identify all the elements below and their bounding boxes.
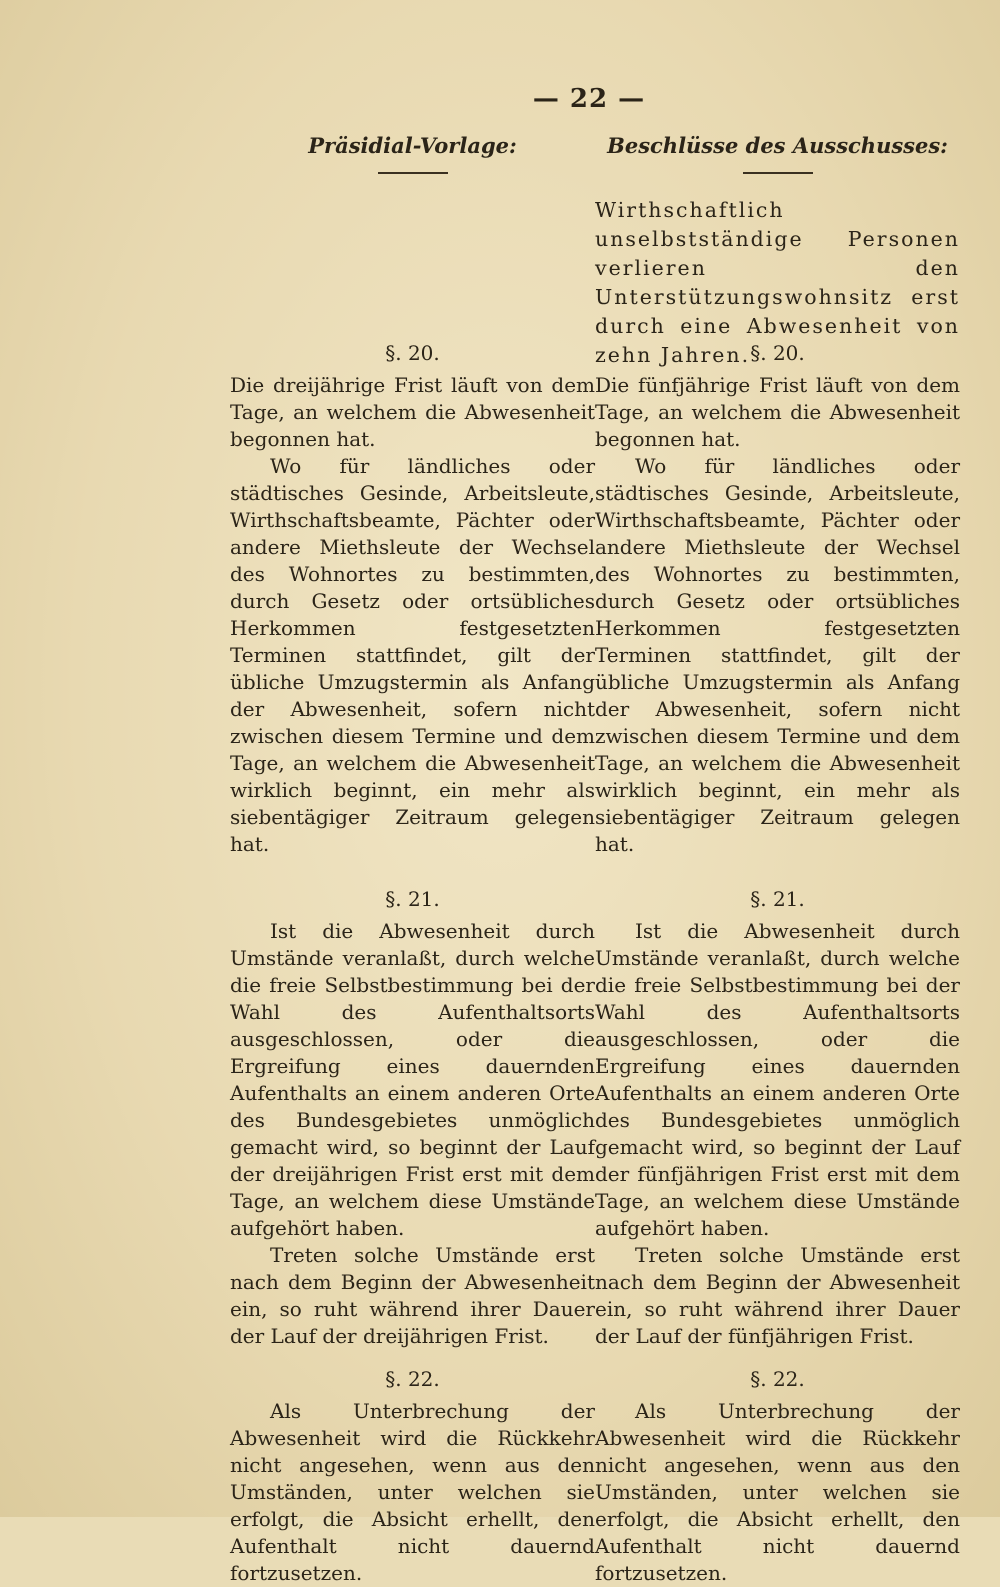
left-section-21-title: §. 21. bbox=[385, 887, 440, 911]
right-section-22-para-1: Als Unterbrechung der Abwesenheit wird die Rückkehr nicht angesehen, wenn aus den Umständen, unter welchen sie erfolgt, die Absicht erhellt, den Aufenthalt nicht dauernd fortzusetzen. bbox=[595, 1399, 960, 1585]
right-section-22-title: §. 22. bbox=[750, 1367, 805, 1391]
left-section-20-para-2: Wo für ländliches oder städtisches Gesinde, Arbeitsleute, Wirthschaftsbeamte, Pächter oder andere Miethsleute der Wechsel des Wohnortes zu bestimmten, durch Gesetz oder ortsübliches Herkommen festgesetzten Terminen stattfindet, gilt der übliche Umzugstermin als Anfang der Abwesenheit, sofern nicht zwischen diesem Termine und dem Tage, an welchem die Abwesenheit wirklich beginnt, ein mehr als siebentägiger Zeitraum gelegen hat. bbox=[230, 454, 595, 856]
left-header-rule bbox=[378, 172, 448, 174]
left-section-20-para-1: Die dreijährige Frist läuft von dem Tage, an welchem die Abwesenheit begonnen hat. bbox=[230, 373, 595, 451]
right-intro-paragraph: Wirthschaftlich unselbstständige Personen verlieren den Unterstützungswohnsitz erst durch eine Abwesenheit von zehn Jahren. bbox=[595, 198, 960, 367]
right-section-21-para-2: Treten solche Umstände erst nach dem Beginn der Abwesenheit ein, so ruht während ihrer Dauer der Lauf der fünfjährigen Frist. bbox=[595, 1243, 960, 1348]
right-column-header: Beschlüsse des Ausschusses: bbox=[607, 133, 948, 158]
left-section-21-para-2: Treten solche Umstände erst nach dem Beginn der Abwesenheit ein, so ruht während ihrer Dauer der Lauf der dreijährigen Frist. bbox=[230, 1243, 595, 1348]
right-section-20-para-1: Die fünfjährige Frist läuft von dem Tage, an welchem die Abwesenheit begonnen hat. bbox=[595, 373, 960, 451]
right-section-20-para-2: Wo für ländliches oder städtisches Gesinde, Arbeitsleute, Wirthschaftsbeamte, Pächter oder andere Miethsleute der Wechsel des Wohnortes zu bestimmten, durch Gesetz oder ortsübliches Herkommen festgesetzten Terminen stattfindet, gilt der übliche Umzugstermin als Anfang der Abwesenheit, sofern nicht zwischen diesem Termine und dem Tage, an welchem die Abwesenheit wirklich beginnt, ein mehr als siebentägiger Zeitraum gelegen hat. bbox=[595, 454, 960, 856]
left-column-header: Präsidial-Vorlage: bbox=[308, 133, 517, 158]
left-section-22-para-1: Als Unterbrechung der Abwesenheit wird die Rückkehr nicht angesehen, wenn aus den Umständen, unter welchen sie erfolgt, die Absicht erhellt, den Aufenthalt nicht dauernd fortzusetzen. bbox=[230, 1399, 595, 1585]
right-section-21-title: §. 21. bbox=[750, 887, 805, 911]
left-column-presidential-proposal bbox=[230, 128, 595, 1587]
right-column-committee-resolutions bbox=[595, 128, 960, 1587]
page-number: — 22 — bbox=[532, 84, 646, 114]
right-section-21-para-1: Ist die Abwesenheit durch Umstände veranlaßt, durch welche die freie Selbstbestimmung bei der Wahl des Aufenthaltsorts ausgeschlossen, oder die Ergreifung eines dauernden Aufenthalts an einem anderen Orte des Bundesgebietes unmöglich gemacht wird, so beginnt der Lauf der fünfjährigen Frist erst mit dem Tage, an welchem diese Umstände aufgehört haben. bbox=[595, 919, 960, 1240]
right-section-20-title: §. 20. bbox=[750, 341, 805, 365]
left-section-22-title: §. 22. bbox=[385, 1367, 440, 1391]
left-intro-blank bbox=[230, 196, 595, 330]
left-section-21-para-1: Ist die Abwesenheit durch Umstände veranlaßt, durch welche die freie Selbstbestimmung bei der Wahl des Aufenthaltsorts ausgeschlossen, oder die Ergreifung eines dauernden Aufenthalts an einem anderen Orte des Bundesgebietes unmöglich gemacht wird, so beginnt der Lauf der dreijährigen Frist erst mit dem Tage, an welchem diese Umstände aufgehört haben. bbox=[230, 919, 595, 1240]
right-header-rule bbox=[743, 172, 813, 174]
left-section-20-title: §. 20. bbox=[385, 341, 440, 365]
